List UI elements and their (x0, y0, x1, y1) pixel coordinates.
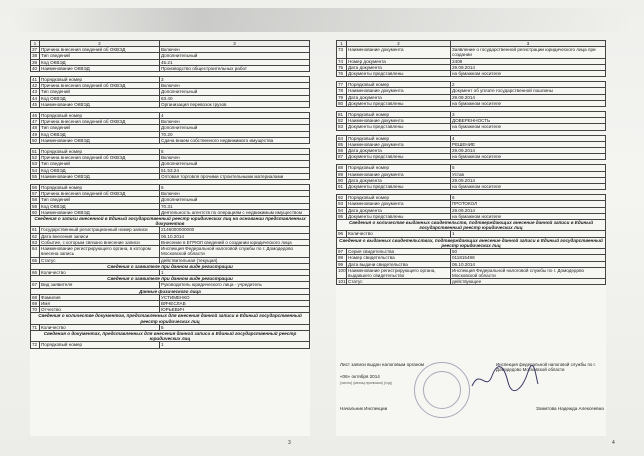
table-row (31, 246, 310, 257)
row-number: 75 (337, 64, 347, 70)
row-number: 97 (337, 249, 347, 255)
row-number: 52 (31, 155, 40, 161)
row-value: Дополнительный (160, 53, 310, 59)
row-number: 98 (337, 255, 347, 261)
column-number: 3 (451, 41, 606, 47)
row-label: Наименование документа (347, 141, 451, 147)
row-number: 73 (337, 47, 347, 58)
row-value: Инспекция Федеральной налоговой службы по г. Домодедово Московской области (160, 246, 310, 257)
row-label: Наименование ОКВЭД (40, 137, 160, 143)
section-heading: Сведения о документах, представленных для внесения данной записи в Единый государственный реестр юридических лиц (31, 330, 310, 341)
row-label: Наименование ОКВЭД (40, 101, 160, 107)
row-label: Вид заявителя (40, 282, 160, 288)
row-value: ПРОТОКОЛ (451, 201, 606, 207)
row-number: 87 (337, 154, 347, 160)
footer-signer-name: Зомитова Надежда Алексеевна (536, 406, 604, 411)
row-value: Заявление о государственной регистрации юридического лица при создании (451, 47, 606, 58)
row-number: 71 (31, 324, 40, 330)
row-number: 42 (31, 83, 40, 89)
row-label: Причина внесения сведений об ОКВЭД (40, 191, 160, 197)
row-number: 91 (337, 184, 347, 190)
row-value: на бумажном носителе (451, 213, 606, 219)
row-number: 64 (31, 246, 40, 257)
page-number-left: 3 (288, 440, 291, 446)
row-number: 77 (337, 82, 347, 88)
row-value: 51.53.24 (160, 167, 310, 173)
row-value: Включен (160, 191, 310, 197)
page-number-right: 4 (612, 440, 615, 446)
row-value: Дополнительный (160, 161, 310, 167)
row-label: Порядковый номер (40, 77, 160, 83)
row-label: Количество (40, 324, 160, 330)
row-number: 95 (337, 213, 347, 219)
row-value: 2408 (451, 58, 606, 64)
row-value: 29.09.2014 (451, 148, 606, 154)
row-label: Код ОКВЭД (40, 131, 160, 137)
row-value: 70.31 (160, 203, 310, 209)
row-value: Дополнительный (160, 125, 310, 131)
row-number: 55 (31, 173, 40, 179)
row-label: Код ОКВЭД (40, 167, 160, 173)
footer-authority: Инспекция федеральной налоговой службы по г. Домодедово Московской области (496, 362, 596, 372)
row-label: Наименование документа (347, 118, 451, 124)
row-number: 69 (31, 300, 40, 306)
row-label: Порядковый номер (347, 165, 451, 171)
row-number: 60 (31, 209, 40, 215)
row-number: 50 (31, 137, 40, 143)
row-label: Порядковый номер (40, 185, 160, 191)
row-label: Статус (347, 279, 451, 285)
row-value: Сдача внаем собственного недвижимого имущества (160, 137, 310, 143)
row-value: 6 (160, 185, 310, 191)
row-value: Устав (451, 171, 606, 177)
row-number: 51 (31, 149, 40, 155)
row-value: Инспекция Федеральной налоговой службы по г. Домодедово Московской области (451, 267, 606, 278)
row-label: Статус (40, 257, 160, 263)
row-value: 2 (451, 82, 606, 88)
row-value: УСТИМЕНКО (160, 294, 310, 300)
row-value: на бумажном носителе (451, 154, 606, 160)
signature-icon (470, 364, 540, 394)
row-number: 84 (337, 135, 347, 141)
row-number: 62 (31, 233, 40, 239)
row-label: Порядковый номер (40, 149, 160, 155)
row-value: 1 (160, 342, 310, 348)
row-value: 29.09.2014 (451, 177, 606, 183)
row-value: РЕШЕНИЕ (451, 141, 606, 147)
row-number: 56 (31, 185, 40, 191)
footer-date: «06» октября 2014 (340, 374, 380, 379)
row-value: 06.10.2014 (160, 233, 310, 239)
row-number: 81 (337, 112, 347, 118)
row-value: 011815498 (451, 255, 606, 261)
row-value: 29.09.2014 (451, 207, 606, 213)
row-label: Наименование документа (347, 47, 451, 58)
row-label: Документы представлены (347, 213, 451, 219)
row-value: 29.09.2014 (451, 94, 606, 100)
row-number: 86 (337, 148, 347, 154)
row-number: 54 (31, 167, 40, 173)
row-number: 66 (31, 269, 40, 275)
row-value: 3 (451, 112, 606, 118)
row-number: 68 (31, 294, 40, 300)
row-label: Код ОКВЭД (40, 203, 160, 209)
row-label: Документы представлены (347, 71, 451, 77)
row-value: 5 (160, 149, 310, 155)
row-number: 78 (337, 88, 347, 94)
row-value: 5 (160, 324, 310, 330)
row-value: 45.21 (160, 59, 310, 65)
row-number: 43 (31, 89, 40, 95)
row-label: Наименование документа (347, 88, 451, 94)
row-number: 46 (31, 113, 40, 119)
column-number: 3 (160, 41, 310, 47)
row-label: Наименование ОКВЭД (40, 173, 160, 179)
row-label: Серия свидетельства (347, 249, 451, 255)
row-value: 29.09.2014 (451, 64, 606, 70)
row-label: Отчество (40, 307, 160, 313)
row-number: 40 (31, 65, 40, 71)
row-number: 89 (337, 171, 347, 177)
row-label: Номер свидетельства (347, 255, 451, 261)
row-number: 79 (337, 94, 347, 100)
row-label: Наименование ОКВЭД (40, 209, 160, 215)
row-value: Включен (160, 155, 310, 161)
row-label: Дата документа (347, 207, 451, 213)
row-number: 93 (337, 201, 347, 207)
row-number: 53 (31, 161, 40, 167)
row-number: 65 (31, 257, 40, 263)
row-number: 101 (338, 279, 346, 285)
register-table-right (336, 40, 606, 285)
section-heading: Сведения о количестве выданных свидетельств, подтверждающих внесение данной записи в Единый государственный реестр юридических лиц (337, 220, 606, 231)
row-value: Производство общестроительных работ (160, 65, 310, 71)
row-label: Документы представлены (347, 124, 451, 130)
row-value: Руководитель юридического лица - учредитель (160, 282, 310, 288)
row-label: Тип сведений (40, 197, 160, 203)
row-number: 88 (337, 165, 347, 171)
register-table-left (30, 40, 310, 349)
row-value: Организация перевозок грузов (160, 101, 310, 107)
row-number: 83 (337, 124, 347, 130)
row-number: 59 (31, 203, 40, 209)
row-value: Оптовая торговля прочими строительными материалами (160, 173, 310, 179)
row-label: Дата выдачи свидетельства (347, 261, 451, 267)
section-heading: Сведения о заявителе при данном виде регистрации (31, 263, 310, 269)
table-row (31, 137, 310, 143)
row-label: Дата документа (347, 64, 451, 70)
row-label: Причина внесения сведений об ОКВЭД (40, 155, 160, 161)
row-number: 74 (337, 58, 347, 64)
row-label: Документы представлены (347, 154, 451, 160)
row-label: Наименование документа (347, 171, 451, 177)
row-label: Количество (347, 231, 451, 237)
row-number: 37 (31, 47, 40, 53)
row-label: Номер документа (347, 58, 451, 64)
row-label: Наименование документа (347, 201, 451, 207)
row-value: 5 (451, 165, 606, 171)
column-number: 2 (40, 41, 160, 47)
row-value: 4 (451, 135, 606, 141)
row-number: 99 (337, 261, 347, 267)
section-heading-row (31, 330, 310, 341)
row-label: Наименование регистрирующего органа, выдавшего свидетельство (347, 267, 451, 278)
row-label: Порядковый номер (40, 113, 160, 119)
official-seal-icon (414, 362, 470, 418)
row-value: Включен (160, 83, 310, 89)
row-value: 50 (451, 249, 606, 255)
row-number: 80 (337, 100, 347, 106)
row-number: 82 (337, 118, 347, 124)
column-number: 1 (31, 41, 40, 47)
row-label: Государственный регистрационный номер записи (40, 227, 160, 233)
row-number: 100 (337, 267, 347, 278)
footer-signer-role: Начальник Инспекции (340, 406, 388, 411)
section-heading: Данные физического лица (31, 288, 310, 294)
row-label: Наименование ОКВЭД (40, 65, 160, 71)
row-value: на бумажном носителе (451, 71, 606, 77)
table-row (337, 279, 606, 285)
section-heading-row (337, 220, 606, 231)
row-label: Порядковый номер (347, 112, 451, 118)
table-row (31, 173, 310, 179)
table-row (337, 47, 606, 58)
row-label: Тип сведений (40, 53, 160, 59)
row-value: ДОВЕРЕННОСТЬ (451, 118, 606, 124)
row-value: Включен (160, 119, 310, 125)
row-number: 96 (337, 231, 347, 237)
row-value: 4 (160, 113, 310, 119)
row-label: Наименование регистрирующего органа, в котором внесена запись (40, 246, 160, 257)
row-label: Причина внесения сведений об ОКВЭД (40, 119, 160, 125)
row-label: Имя (40, 300, 160, 306)
row-value: ЮРЬЕВИЧ (160, 307, 310, 313)
row-number: 44 (31, 95, 40, 101)
row-value: Дополнительный (160, 197, 310, 203)
row-value: действующее (451, 279, 606, 285)
table-row (337, 267, 606, 278)
row-number: 38 (31, 53, 40, 59)
row-number: 58 (31, 197, 40, 203)
section-heading-row (31, 313, 310, 324)
row-value: Документ об уплате государственной пошлины (451, 88, 606, 94)
footer-line1: Лист записи выдан налоговым органом (340, 362, 425, 367)
row-label: Порядковый номер (347, 82, 451, 88)
footer-date-sub: (число) (месяц прописью) (год) (340, 381, 392, 385)
row-value: Дополнительный (160, 89, 310, 95)
row-number: 63 (31, 239, 40, 245)
section-heading: Сведения о заявителе при данном виде регистрации (31, 276, 310, 282)
row-label: Порядковый номер (347, 195, 451, 201)
row-number: 94 (337, 207, 347, 213)
row-number: 72 (31, 342, 40, 348)
row-label: Порядковый номер (40, 342, 160, 348)
row-number: 67 (31, 282, 40, 288)
row-label: Тип сведений (40, 125, 160, 131)
register-page-left (30, 40, 310, 436)
row-number: 76 (337, 71, 347, 77)
row-label: Причина внесения сведений об ОКВЭД (40, 47, 160, 53)
row-label: Фамилия (40, 294, 160, 300)
row-label: Дата внесения записи (40, 233, 160, 239)
row-number: 70 (31, 307, 40, 313)
column-number: 2 (347, 41, 451, 47)
row-label: Документы представлены (347, 100, 451, 106)
row-label: Дата документа (347, 177, 451, 183)
row-value: Внесение в ЕГРЮЛ сведений о создании юридического лица (160, 239, 310, 245)
row-value: 06.10.2014 (451, 261, 606, 267)
scan-shadow (12, 8, 632, 32)
row-label: Код ОКВЭД (40, 59, 160, 65)
row-value: на бумажном носителе (451, 124, 606, 130)
row-value: 2146000000000 (160, 227, 310, 233)
row-number: 92 (337, 195, 347, 201)
row-value: действительная (текущая) (160, 257, 310, 263)
row-number: 49 (31, 131, 40, 137)
row-value: 1 (451, 231, 606, 237)
row-value: 70.20 (160, 131, 310, 137)
table-row (31, 342, 310, 348)
row-label: Тип сведений (40, 161, 160, 167)
row-label: Событие, с которым связано внесение записи (40, 239, 160, 245)
row-label: Документы представлены (347, 184, 451, 190)
row-label: Дата документа (347, 94, 451, 100)
row-number: 57 (31, 191, 40, 197)
row-value: на бумажном носителе (451, 184, 606, 190)
row-number: 48 (31, 125, 40, 131)
column-number: 1 (337, 41, 347, 47)
row-number: 90 (337, 177, 347, 183)
row-value: 1 (160, 269, 310, 275)
row-number: 45 (31, 101, 40, 107)
row-value: 3 (160, 77, 310, 83)
section-heading-row (337, 237, 606, 248)
row-value: Деятельность агентств по операциям с недвижимым имуществом (160, 209, 310, 215)
row-number: 85 (337, 141, 347, 147)
table-row (31, 239, 310, 245)
row-label: Порядковый номер (347, 135, 451, 141)
row-value: 6 (451, 195, 606, 201)
row-label: Тип сведений (40, 89, 160, 95)
section-heading: Сведения о записи внесенной в Единый государственный реестр юридических лиц на основании представленных документов (31, 216, 310, 227)
row-number: 61 (31, 227, 40, 233)
section-heading: Сведения о выданных свидетельствах, подтверждающих внесение данной записи в Единый государственный реестр юридических лиц (337, 237, 606, 248)
table-row (31, 209, 310, 215)
row-value: ВЯЧЕСЛАВ (160, 300, 310, 306)
footer-issued-by (340, 362, 424, 367)
section-heading-row (31, 216, 310, 227)
row-label: Код ОКВЭД (40, 95, 160, 101)
section-heading: Сведения о количестве документов, представленных для внесения данной записи в Единый государственный реестр юридических лиц (31, 313, 310, 324)
row-label: Количество (40, 269, 160, 275)
row-label: Дата документа (347, 148, 451, 154)
row-value: Включен (160, 47, 310, 53)
row-value: на бумажном носителе (451, 100, 606, 106)
row-number: 47 (31, 119, 40, 125)
row-number: 41 (31, 77, 40, 83)
row-value: 63.40 (160, 95, 310, 101)
row-label: Причина внесения сведений об ОКВЭД (40, 83, 160, 89)
row-number: 39 (31, 59, 40, 65)
